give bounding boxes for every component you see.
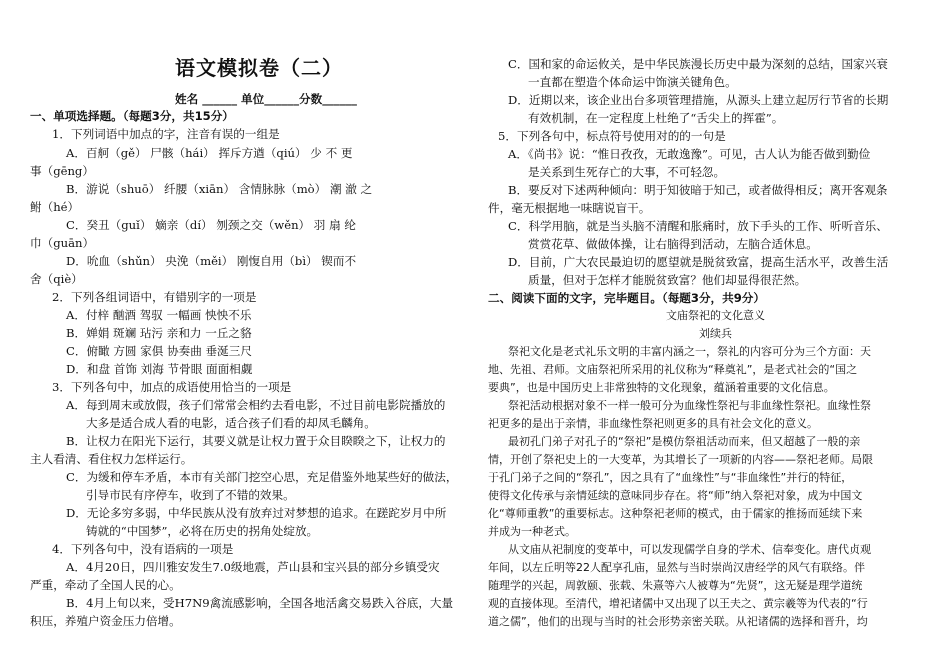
paragraph-line: 从文庙从祀制度的变革中，可以发现儒学自身的学术、信奉变化。唐代贞观 bbox=[508, 543, 871, 556]
paragraph-line: 情，开创了祭祀史上的一大变革，为其增长了一项新的内容——祭祀老师。局限 bbox=[488, 453, 873, 466]
q3-option-d: D．无论多穷多弱，中华民族从没有放弃过对梦想的追求。在蹉跎岁月中所 bbox=[66, 506, 447, 520]
q3-option-b-cont: 主人看清、看住权力怎样运行。 bbox=[30, 452, 193, 466]
q1-option-d-cont: 舍（qiè） bbox=[30, 272, 83, 286]
q1-option-d: D．吮血（shǔn） 央浼（měi） 刚愎自用（bì） 锲而不 bbox=[66, 254, 357, 268]
paragraph-line: 祀更多的是出于亲情，非血缘性祭祀则更多的具有社会文化的意义。 bbox=[488, 417, 818, 430]
paragraph-line: 地、先祖、君师。文庙祭祀所采用的礼仪称为“释奠礼”，是老式社会的“国之 bbox=[488, 363, 858, 376]
q3-stem: 3．下列各句中，加点的成语使用恰当的一项是 bbox=[52, 380, 292, 394]
q4-stem: 4．下列各句中，没有语病的一项是 bbox=[52, 542, 234, 556]
q5-option-c: C．科学用脑，就是当头脑不清醒和胀痛时，放下手头的工作、听听音乐、 bbox=[508, 219, 888, 233]
q5-option-b: B．要反对下述两种倾向：明于知彼暗于知己，或者做得相反；离开客观条 bbox=[508, 183, 888, 197]
article-title: 文庙祭祀的文化意义 bbox=[666, 309, 765, 322]
q4-option-d-cont: 有效机制，在一定程度上杜绝了“舌尖上的挥霍”。 bbox=[528, 111, 784, 125]
paragraph-line: 随理学的兴起，周敦颐、张载、朱熹等六人被尊为“先贤”，这无疑是理学道统 bbox=[488, 579, 863, 592]
q1-option-a: A．百舸（gě） 尸骸（hái） 挥斥方遒（qiú） 少 不 更 bbox=[66, 146, 353, 160]
q3-option-b: B．让权力在阳光下运行，其要义就是让权力置于众目睽睽之下，让权力的 bbox=[66, 434, 446, 448]
q4-option-a: A．4月20日，四川雅安发生7.0级地震，芦山县和宝兴县的部分乡镇受灾 bbox=[66, 560, 440, 574]
paragraph-line: 使得文化传承与亲情延续的意味同步存在。将“师”纳入祭祀对象，成为中国文 bbox=[488, 489, 863, 502]
q1-stem: 1．下列词语中加点的字，注音有误的一组是 bbox=[52, 127, 280, 141]
q2-option-b: B．婵娟 斑斓 玷污 亲和力 一丘之貉 bbox=[66, 326, 252, 340]
q3-option-a: A．每到周末或放假，孩子们常常会相约去看电影，不过目前电影院播放的 bbox=[66, 398, 446, 412]
q5-option-b-cont: 件，毫无根据地一味瞎说盲干。 bbox=[488, 201, 651, 215]
paragraph-line: 化“尊师重教”的重要标志。这种祭祀老师的模式，由于儒家的推扬而延续下来 bbox=[488, 507, 863, 520]
q4-option-b-cont: 积压，养殖户资金压力倍增。 bbox=[30, 614, 181, 628]
q3-option-d-cont: 铸就的“中国梦”，必将在历史的拐角处绽放。 bbox=[86, 524, 319, 538]
paragraph-line: 道之儒”，他们的出现与当时的社会形势亲密关联。从祀诸儒的选择和晋升，均 bbox=[488, 615, 868, 628]
q3-option-c-cont: 引导市民有序停车，收到了不错的效果。 bbox=[86, 488, 295, 502]
section2-heading: 二、阅读下面的文字，完毕题目。（每题3分，共9分） bbox=[488, 291, 765, 305]
q2-option-a: A．付梓 酗酒 驾驭 一幅画 怏怏不乐 bbox=[66, 308, 252, 322]
q5-option-a: A．《尚书》说：“惟日孜孜，无敢逸豫”。可见，古人认为能否做到勤俭 bbox=[508, 147, 871, 161]
q3-option-a-cont: 大多是适合成人看的电影，适合孩子们看的却凤毛麟角。 bbox=[86, 416, 376, 430]
q1-option-b: B．游说（shuō） 纤腰（xiān） 含情脉脉（mò） 潮 澈 之 bbox=[66, 182, 373, 196]
paragraph-line: 最初孔门弟子对孔子的“祭祀”是模仿祭祖活动而来，但又超越了一般的亲 bbox=[508, 435, 861, 448]
section1-heading: 一、单项选择题。（每题3分，共15分） bbox=[30, 109, 234, 123]
article-author: 刘续兵 bbox=[699, 327, 732, 340]
q5-option-c-cont: 赏赏花草、做做体操，让右脑得到活动，左脑合适休息。 bbox=[528, 237, 818, 251]
paragraph-line: 并成为一种老式。 bbox=[488, 525, 576, 538]
paragraph-line: 于孔门弟子之间的“祭孔”，因之具有了“血缘性”与“非血缘性”并行的特征， bbox=[488, 471, 853, 484]
q4-option-c: C．国和家的命运攸关，是中华民族漫长历史中最为深刻的总结，国家兴衰 bbox=[508, 57, 888, 71]
q3-option-c: C．为缓和停车矛盾，本市有关部门挖空心思，充足借鉴外地某些好的做法， bbox=[66, 470, 458, 484]
paragraph-line: 年间，以左丘明等22人配享孔庙，显然与当时崇尚汉唐经学的风气有联络。伴 bbox=[488, 561, 865, 574]
q4-option-d: D．近期以来，该企业出台多项管理措施，从源头上建立起厉行节省的长期 bbox=[508, 93, 889, 107]
q1-option-c-cont: 巾（guān） bbox=[30, 236, 95, 250]
q5-stem: 5．下列各句中，标点符号使用对的的一句是 bbox=[498, 129, 726, 143]
q2-option-d: D．和盘 首饰 刘海 节骨眼 面面相觑 bbox=[66, 362, 253, 376]
paragraph-line: 要典”，也是中国历史上非常独特的文化现象，蕴涵着重要的文化信息。 bbox=[488, 381, 835, 394]
q1-option-b-cont: 鲋（hé） bbox=[30, 200, 80, 214]
paragraph-line: 祭祀活动根据对象不一样一般可分为血缘性祭祀与非血缘性祭祀。血缘性祭 bbox=[508, 399, 871, 412]
q5-option-d-cont: 质量，但对于怎样才能脱贫致富？他们却显得很茫然。 bbox=[528, 273, 807, 287]
q2-stem: 2．下列各组词语中，有错别字的一项是 bbox=[52, 290, 257, 304]
student-info-line: 姓名 ______ 单位______分数______ bbox=[175, 92, 357, 106]
q1-option-c: C．癸丑（guǐ） 嫡亲（dí） 刎颈之交（wěn） 羽 扇 纶 bbox=[66, 218, 356, 232]
q2-option-c: C．俯瞰 方圆 家俱 协奏曲 垂涎三尺 bbox=[66, 344, 252, 358]
paragraph-line: 观的直接体现。至清代，增祀诸儒中又出现了以王夫之、黄宗羲等为代表的“行 bbox=[488, 597, 868, 610]
q4-option-a-cont: 严重，牵动了全国人民的心。 bbox=[30, 578, 181, 592]
q5-option-a-cont: 是关系到生死存亡的大事，不可轻忽。 bbox=[528, 165, 726, 179]
q4-option-c-cont: 一直都在塑造个体命运中饰演关键角色。 bbox=[528, 75, 737, 89]
q4-option-b: B．4月上旬以来，受H7N9禽流感影响，全国各地活禽交易跌入谷底，大量 bbox=[66, 596, 454, 610]
q1-option-a-cont: 事（gēng） bbox=[30, 164, 94, 178]
q5-option-d: D．目前，广大农民最迫切的愿望就是脱贫致富，提高生活水平，改善生活 bbox=[508, 255, 889, 269]
paragraph-line: 祭祀文化是老式礼乐文明的丰富内涵之一，祭礼的内容可分为三个方面：天 bbox=[508, 345, 871, 358]
exam-title: 语文模拟卷（二） bbox=[175, 56, 343, 80]
